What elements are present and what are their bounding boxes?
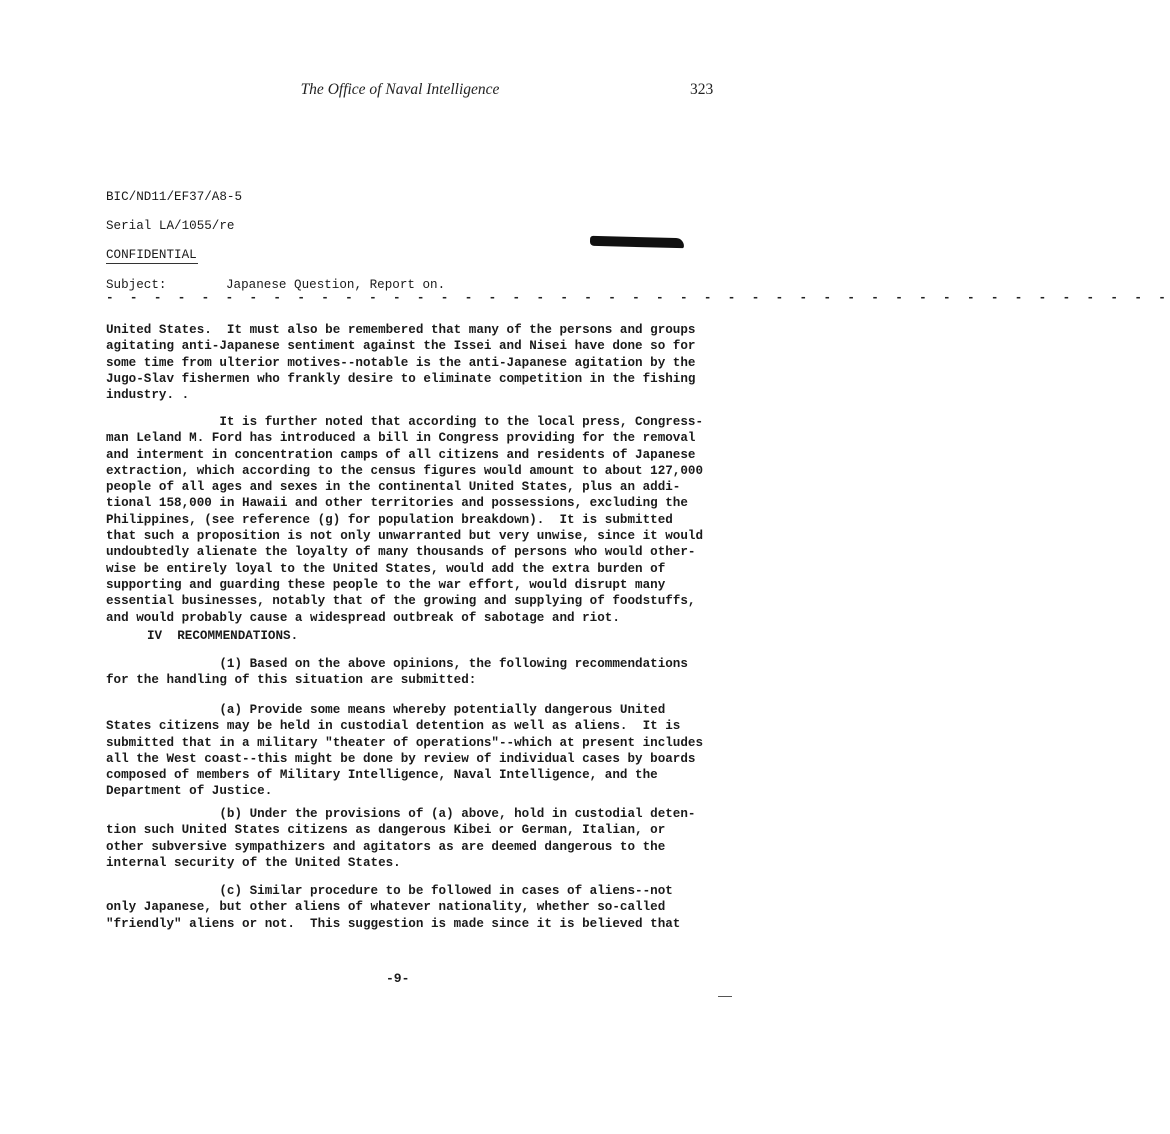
separator-line: - - - - - - - - - - - - - - - - - - - - - - - - - - - - - - - - - - - - - - - - - - - - - [106,291,1170,305]
redaction-mark [590,236,684,248]
margin-mark [718,996,732,997]
running-title: The Office of Naval Intelligence [300,81,500,98]
paragraph-6: (c) Similar procedure to be followed in cases of aliens--not only Japanese, but other aliens of whatever nationality, whether so-called "friendly" aliens or not. This suggestion is made since it is believed that [106,884,681,931]
paragraph-1: United States. It must also be remembered that many of the persons and groups agitating anti-Japanese sentiment against the Issei and Nisei have done so for some time from ulterior motives--notable is the anti-Japanese agitation by the Jugo-Slav fishermen who frankly desire to eliminate competition in the fishing industry. . [106,323,696,403]
classification-stamp: CONFIDENTIAL [106,248,197,262]
subject-label: Subject: [106,278,167,292]
section-heading: IV RECOMMENDATIONS. [147,629,299,643]
memo-serial: Serial LA/1055/re [106,219,235,233]
subject-text: Japanese Question, Report on. [226,278,446,292]
paragraph-4: (a) Provide some means whereby potentially dangerous United States citizens may be held in custodial detention as well as aliens. It is submitted that in a military "theater of operations"--which at present includes all the West coast--this might be done by review of individual cases by boards composed of members of Military Intelligence, Naval Intelligence, and the Department of Justice. [106,703,704,799]
page-number: 323 [690,81,714,98]
page-marker: -9- [386,971,410,986]
paragraph-5: (b) Under the provisions of (a) above, hold in custodial deten- tion such United States citizens as dangerous Kibei or German, Italian, or other subversive sympathizers and agitators as are deemed dangerous to the internal security of the United States. [106,807,696,870]
classification-underline [106,263,198,264]
paragraph-2: It is further noted that according to the local press, Congress- man Leland M. Ford has introduced a bill in Congress providing for the removal and interment in concentration camps of all citizens and residents of Japanese extraction, which according to the census figures would amount to about 127,000 people of all ages and sexes in the continental United States, plus an addi- tional 158,000 in Hawaii and other territories and possessions, excluding the Philippines, (see reference (g) for population breakdown). It is submitted that such a proposition is not only unwarranted but very unwise, since it would undoubtedly alienate the loyalty of many thousands of persons who would other- wise be entirely loyal to the United States, would add the extra burden of supporting and guarding these people to the war effort, would disrupt many essential businesses, notably that of the growing and supplying of foodstuffs, and would probably cause a widespread outbreak of sabotage and riot. [106,415,704,625]
paragraph-3: (1) Based on the above opinions, the following recommendations for the handling of this situation are submitted: [106,657,688,688]
memo-reference: BIC/ND11/EF37/A8-5 [106,190,243,204]
